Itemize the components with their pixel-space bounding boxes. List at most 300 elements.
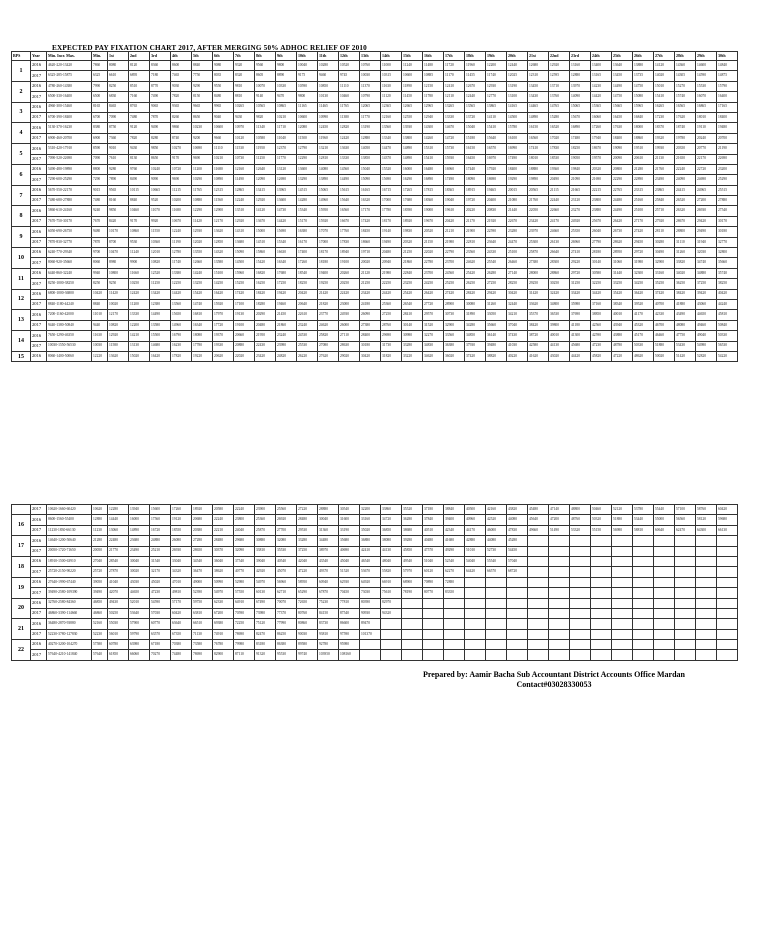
pay-cell: 42520 — [486, 515, 507, 525]
pay-cell: 32170 — [150, 567, 171, 577]
pay-cell: 35370 — [528, 310, 549, 320]
pay-cell: 18170 — [381, 216, 402, 226]
pay-cell: 16480 — [423, 164, 444, 174]
pay-cell: 8765 — [129, 102, 150, 112]
pay-cell — [591, 546, 612, 556]
column-header: 15th — [402, 52, 423, 61]
pay-cell — [696, 588, 717, 598]
pay-cell: 7465 — [171, 71, 192, 81]
pay-cell: 26520 — [675, 196, 696, 206]
pay-cell — [360, 640, 381, 650]
pay-cell — [633, 567, 654, 577]
pay-cell: 7360 — [108, 133, 129, 143]
table-row — [12, 525, 738, 535]
pay-cell: 27540 — [717, 206, 738, 216]
pay-cell: 7090 — [92, 154, 108, 164]
pay-cell: 17490 — [507, 154, 528, 164]
pay-cell: 9430 — [129, 144, 150, 154]
pay-cell: 15670 — [570, 112, 591, 122]
pay-cell — [486, 608, 507, 618]
pay-cell: 10240 — [150, 164, 171, 174]
pay-cell: 19370 — [213, 331, 234, 341]
pay-cell: 22765 — [612, 185, 633, 195]
pay-cell: 108160 — [339, 650, 360, 660]
pay-cell: 21920 — [486, 216, 507, 226]
pay-cell: 21860 — [402, 258, 423, 268]
pay-cell: 30370 — [213, 546, 234, 556]
pay-cell: 20565 — [528, 185, 549, 195]
pay-cell: 8590 — [92, 144, 108, 154]
pay-cell — [549, 567, 570, 577]
pay-cell: 12290 — [297, 154, 318, 164]
pay-cell: 62470 — [675, 525, 696, 535]
pay-cell — [591, 640, 612, 650]
pay-cell: 53440 — [633, 515, 654, 525]
year-cell: 2016 — [31, 61, 47, 71]
pay-cell: 39050 — [92, 577, 108, 587]
pay-cell: 9080 — [213, 61, 234, 71]
pay-cell: 68720 — [507, 567, 528, 577]
pay-cell: 8465 — [108, 102, 129, 112]
pay-cell: 31060 — [612, 258, 633, 268]
pay-cell — [696, 619, 717, 629]
pay-cell: 20290 — [255, 310, 276, 320]
pay-cell: 57170 — [171, 598, 192, 608]
pay-cell: 17630 — [612, 123, 633, 133]
pay-cell — [612, 567, 633, 577]
year-cell: 2016 — [31, 123, 47, 133]
pay-cell — [486, 629, 507, 639]
pay-cell: 8360 — [150, 61, 171, 71]
pay-cell: 32080 — [276, 536, 297, 546]
pay-cell: 16560 — [528, 133, 549, 143]
scale-cell: 5310-420-17910 — [47, 144, 92, 154]
pay-cell: 34250 — [633, 279, 654, 289]
bps-cell: 21 — [12, 619, 31, 640]
pay-cell: 20090 — [612, 154, 633, 164]
year-cell: 2017 — [31, 175, 47, 185]
pay-cell: 10800 — [108, 268, 129, 278]
pay-cell: 40770 — [234, 567, 255, 577]
pay-cell: 13580 — [150, 320, 171, 330]
pay-cell — [717, 588, 738, 598]
pay-cell — [675, 556, 696, 566]
pay-cell: 40700 — [654, 299, 675, 309]
pay-cell: 16565 — [675, 102, 696, 112]
scale-cell: 6900-460-20700 — [47, 133, 92, 143]
pay-cell: 90030 — [297, 629, 318, 639]
pay-cell: 12170 — [108, 310, 129, 320]
pay-cell: 29530 — [297, 525, 318, 535]
pay-cell: 20420 — [444, 216, 465, 226]
pay-cell: 19220 — [192, 351, 213, 361]
pay-cell: 11560 — [213, 196, 234, 206]
pay-cell: 7670 — [92, 216, 108, 226]
pay-cell — [612, 608, 633, 618]
pay-cell: 19570 — [591, 154, 612, 164]
pay-cell: 10210 — [213, 154, 234, 164]
pay-cell: 50460 — [591, 505, 612, 515]
column-header: 11th — [318, 52, 339, 61]
pay-cell: 16520 — [549, 123, 570, 133]
pay-cell: 52820 — [696, 351, 717, 361]
pay-cell: 30490 — [654, 248, 675, 258]
pay-cell: 30580 — [591, 268, 612, 278]
pay-cell: 70890 — [423, 577, 444, 587]
pay-cell: 6895 — [129, 71, 150, 81]
pay-cell: 18420 — [255, 289, 276, 299]
pay-cell — [654, 640, 675, 650]
pay-cell: 58120 — [696, 515, 717, 525]
pay-cell: 47830 — [507, 525, 528, 535]
pay-cell — [528, 536, 549, 546]
pay-cell: 10820 — [108, 320, 129, 330]
scale-cell: 18910-1500-63910 — [47, 556, 92, 566]
pay-cell: 12410 — [444, 81, 465, 91]
pay-cell: 37420 — [654, 289, 675, 299]
pay-cell — [423, 619, 444, 629]
pay-cell: 8165 — [92, 102, 108, 112]
pay-cell: 60940 — [318, 577, 339, 587]
scale-cell: 14640-1200-50640 — [47, 536, 92, 546]
pay-cell: 31260 — [675, 248, 696, 258]
pay-cell: 14670 — [444, 123, 465, 133]
pay-cell: 19100 — [339, 258, 360, 268]
pay-cell: 30420 — [507, 289, 528, 299]
pay-cell: 17620 — [675, 112, 696, 122]
pay-cell: 40540 — [276, 556, 297, 566]
pay-cell: 25420 — [402, 289, 423, 299]
pay-cell: 18090 — [465, 175, 486, 185]
pay-cell: 7750 — [192, 71, 213, 81]
pay-cell: 32250 — [591, 279, 612, 289]
pay-cell: 35530 — [276, 546, 297, 556]
pay-cell: 34740 — [696, 258, 717, 268]
pay-cell — [654, 536, 675, 546]
pay-cell: 15860 — [255, 248, 276, 258]
pay-cell: 11110 — [339, 81, 360, 91]
pay-cell: 13160 — [570, 61, 591, 71]
pay-cell: 86600 — [339, 619, 360, 629]
pay-cell — [528, 567, 549, 577]
scale-cell: 10030-1550-56530 — [47, 341, 92, 351]
pay-cell: 103950 — [318, 650, 339, 660]
pay-cell: 11200 — [129, 299, 150, 309]
pay-cell: 10850 — [318, 81, 339, 91]
pay-cell: 37420 — [465, 351, 486, 361]
pay-cell: 19890 — [528, 175, 549, 185]
pay-cell: 30730 — [444, 310, 465, 320]
pay-cell: 49370 — [318, 567, 339, 577]
pay-cell — [717, 536, 738, 546]
pay-cell: 13565 — [465, 102, 486, 112]
pay-cell: 23700 — [444, 258, 465, 268]
table-row — [12, 608, 738, 618]
pay-cell: 10330 — [276, 81, 297, 91]
pay-cell: 38840 — [444, 505, 465, 515]
pay-cell: 30250 — [549, 279, 570, 289]
pay-cell: 20250 — [339, 279, 360, 289]
column-header: 27th — [654, 52, 675, 61]
pay-cell: 16570 — [486, 144, 507, 154]
pay-cell — [465, 640, 486, 650]
pay-cell: 8480 — [213, 92, 234, 102]
pay-cell: 20880 — [234, 341, 255, 351]
pay-cell: 23240 — [297, 320, 318, 330]
pay-cell: 21080 — [507, 196, 528, 206]
pay-cell: 17420 — [360, 216, 381, 226]
pay-cell: 12900 — [213, 206, 234, 216]
pay-cell: 18370 — [654, 123, 675, 133]
pay-cell: 9170 — [171, 154, 192, 164]
pay-cell: 28620 — [612, 237, 633, 247]
pay-cell: 14490 — [339, 175, 360, 185]
pay-cell: 21115 — [549, 185, 570, 195]
pay-cell: 54220 — [717, 351, 738, 361]
pay-cell: 34020 — [675, 268, 696, 278]
pay-cell: 17830 — [339, 237, 360, 247]
pay-cell: 15180 — [465, 133, 486, 143]
pay-cell: 6610 — [108, 71, 129, 81]
pay-cell: 70380 — [171, 640, 192, 650]
pay-cell: 40510 — [423, 525, 444, 535]
scale-cell: 5860-610-24160 — [47, 206, 92, 216]
pay-cell: 9800 — [276, 61, 297, 71]
pay-cell: 40690 — [339, 546, 360, 556]
pay-cell: 48620 — [633, 351, 654, 361]
pay-cell: 18550 — [171, 525, 192, 535]
pay-cell: 35680 — [339, 536, 360, 546]
pay-cell: 38420 — [528, 320, 549, 330]
pay-cell: 38680 — [402, 525, 423, 535]
pay-cell: 22020 — [423, 248, 444, 258]
pay-cell: 12780 — [171, 248, 192, 258]
pay-cell: 15020 — [129, 351, 150, 361]
pay-cell: 22020 — [234, 351, 255, 361]
pay-cell: 19360 — [549, 164, 570, 174]
pay-cell: 24490 — [612, 206, 633, 216]
year-cell: 2016 — [31, 331, 47, 341]
pay-cell: 50330 — [633, 341, 654, 351]
pay-cell: 51010 — [465, 546, 486, 556]
column-header: 16th — [423, 52, 444, 61]
table-row — [12, 331, 738, 341]
column-header: 1st — [108, 52, 129, 61]
pay-cell: 18400 — [507, 164, 528, 174]
pay-cell: 50990 — [213, 577, 234, 587]
pay-cell: 37430 — [507, 331, 528, 341]
scale-cell: 46860-3390-114660 — [47, 608, 92, 618]
pay-cell: 32270 — [423, 331, 444, 341]
pay-cell: 63980 — [129, 640, 150, 650]
pay-cell: 12370 — [276, 144, 297, 154]
pay-cell: 35520 — [402, 505, 423, 515]
pay-cell: 67200 — [213, 608, 234, 618]
pay-cell: 12920 — [255, 196, 276, 206]
pay-cell: 41030 — [507, 341, 528, 351]
pay-cell: 14420 — [171, 289, 192, 299]
pay-cell: 8280 — [150, 133, 171, 143]
pay-cell: 11630 — [381, 81, 402, 91]
pay-cell: 9480 — [92, 227, 108, 237]
pay-cell: 67180 — [150, 640, 171, 650]
pay-cell: 38820 — [486, 351, 507, 361]
pay-cell: 14210 — [129, 331, 150, 341]
pay-cell: 14165 — [507, 102, 528, 112]
pay-cell: 12920 — [549, 61, 570, 71]
pay-cell: 12880 — [570, 71, 591, 81]
scale-cell: 36480-2870-93880 — [47, 619, 92, 629]
pay-cell: 10860 — [129, 227, 150, 237]
pay-cell: 54590 — [150, 598, 171, 608]
pay-cell: 14720 — [444, 133, 465, 143]
pay-cell: 19100 — [234, 320, 255, 330]
pay-cell: 19610 — [444, 206, 465, 216]
pay-cell: 10040 — [297, 61, 318, 71]
pay-cell — [654, 577, 675, 587]
pay-cell — [654, 588, 675, 598]
pay-cell: 10565 — [255, 102, 276, 112]
pay-cell: 52160 — [92, 619, 108, 629]
pay-cell: 46540 — [360, 556, 381, 566]
pay-cell: 12820 — [339, 123, 360, 133]
pay-cell: 9900 — [129, 258, 150, 268]
pay-cell: 60130 — [255, 588, 276, 598]
pay-cell: 23240 — [276, 331, 297, 341]
pay-cell: 12240 — [171, 227, 192, 237]
pay-cell: 72880 — [444, 577, 465, 587]
pay-cell — [717, 598, 738, 608]
pay-cell — [549, 536, 570, 546]
pay-cell: 36140 — [486, 331, 507, 341]
pay-cell: 29720 — [633, 248, 654, 258]
pay-cell: 12020 — [192, 237, 213, 247]
pay-cell: 15920 — [213, 299, 234, 309]
pay-cell: 97590 — [339, 629, 360, 639]
pay-cell: 14500 — [234, 258, 255, 268]
pay-cell: 42040 — [297, 556, 318, 566]
pay-cell — [465, 608, 486, 618]
pay-cell — [675, 598, 696, 608]
pay-cell: 6900 — [92, 133, 108, 143]
pay-cell: 15065 — [318, 185, 339, 195]
pay-cell: 12790 — [297, 144, 318, 154]
column-header: 3rd — [150, 52, 171, 61]
pay-cell: 8840 — [92, 299, 108, 309]
pay-cell: 17000 — [381, 196, 402, 206]
pay-cell: 13415 — [255, 185, 276, 195]
pay-cell: 63810 — [192, 608, 213, 618]
pay-cell: 16990 — [507, 144, 528, 154]
pay-cell: 8800 — [92, 164, 108, 174]
year-cell: 2016 — [31, 619, 47, 629]
pay-cell: 19420 — [276, 289, 297, 299]
pay-cell: 16715 — [381, 185, 402, 195]
pay-cell — [612, 598, 633, 608]
pay-cell: 17260 — [297, 258, 318, 268]
pay-cell: 9280 — [108, 164, 129, 174]
pay-cell: 16380 — [297, 227, 318, 237]
pay-cell: 21450 — [276, 310, 297, 320]
pay-cell: 15340 — [297, 206, 318, 216]
pay-cell: 24920 — [570, 216, 591, 226]
pay-cell: 12080 — [297, 123, 318, 133]
pay-cell: 16320 — [360, 196, 381, 206]
pay-cell: 70270 — [150, 650, 171, 660]
column-header: 22nd — [549, 52, 570, 61]
pay-cell: 64300 — [696, 525, 717, 535]
pay-cell: 24480 — [612, 196, 633, 206]
pay-cell: 24560 — [444, 268, 465, 278]
pay-cell: 18080 — [192, 331, 213, 341]
year-cell: 2017 — [31, 71, 47, 81]
pay-cell: 11770 — [276, 154, 297, 164]
pay-cell: 12250 — [171, 279, 192, 289]
pay-cell: 12670 — [465, 81, 486, 91]
scale-cell: 4780-260-14380 — [47, 81, 92, 91]
pay-cell: 10130 — [318, 92, 339, 102]
pay-cell: 8840 — [129, 196, 150, 206]
table-row — [12, 279, 738, 289]
table-row — [12, 341, 738, 351]
pay-cell: 14280 — [297, 196, 318, 206]
pay-cell: 15960 — [234, 268, 255, 278]
pay-cell: 11250 — [255, 154, 276, 164]
pay-cell: 6500 — [92, 92, 108, 102]
pay-cell: 10250 — [129, 279, 150, 289]
pay-cell: 10460 — [339, 92, 360, 102]
pay-cell: 12160 — [381, 112, 402, 122]
pay-cell: 19110 — [696, 123, 717, 133]
scale-cell: 7480-680-27880 — [47, 196, 92, 206]
pay-cell — [591, 598, 612, 608]
pay-cell: 29220 — [570, 258, 591, 268]
pay-cell: 50330 — [717, 331, 738, 341]
pay-cell: 9470 — [276, 92, 297, 102]
pay-cell — [507, 598, 528, 608]
pay-cell: 18690 — [486, 175, 507, 185]
pay-cell: 35020 — [360, 525, 381, 535]
pay-cell: 9850 — [108, 206, 129, 216]
pay-cell — [549, 650, 570, 660]
bps-cell: 11 — [12, 268, 31, 289]
pay-cell: 10600 — [297, 112, 318, 122]
pay-cell: 42410 — [360, 546, 381, 556]
pay-cell: 72650 — [297, 598, 318, 608]
pay-cell: 14440 — [108, 515, 129, 525]
pay-cell: 32900 — [444, 320, 465, 330]
pay-cell — [465, 598, 486, 608]
pay-cell: 17410 — [528, 144, 549, 154]
pay-cell: 27380 — [360, 320, 381, 330]
pay-cell: 17165 — [717, 102, 738, 112]
pay-cell: 22690 — [717, 154, 738, 164]
pay-cell: 13290 — [297, 175, 318, 185]
pay-cell: 10280 — [318, 61, 339, 71]
pay-cell: 22610 — [297, 310, 318, 320]
pay-cell: 16150 — [528, 123, 549, 133]
pay-cell: 16000 — [402, 164, 423, 174]
pay-cell: 19320 — [654, 133, 675, 143]
pay-cell: 29420 — [486, 289, 507, 299]
pay-cell: 33560 — [444, 331, 465, 341]
pay-cell: 8130 — [129, 154, 150, 164]
pay-cell: 36530 — [549, 310, 570, 320]
pay-cell: 16630 — [276, 248, 297, 258]
pay-cell: 7160 — [129, 92, 150, 102]
pay-cell: 33190 — [339, 525, 360, 535]
pay-cell: 12880 — [360, 133, 381, 143]
